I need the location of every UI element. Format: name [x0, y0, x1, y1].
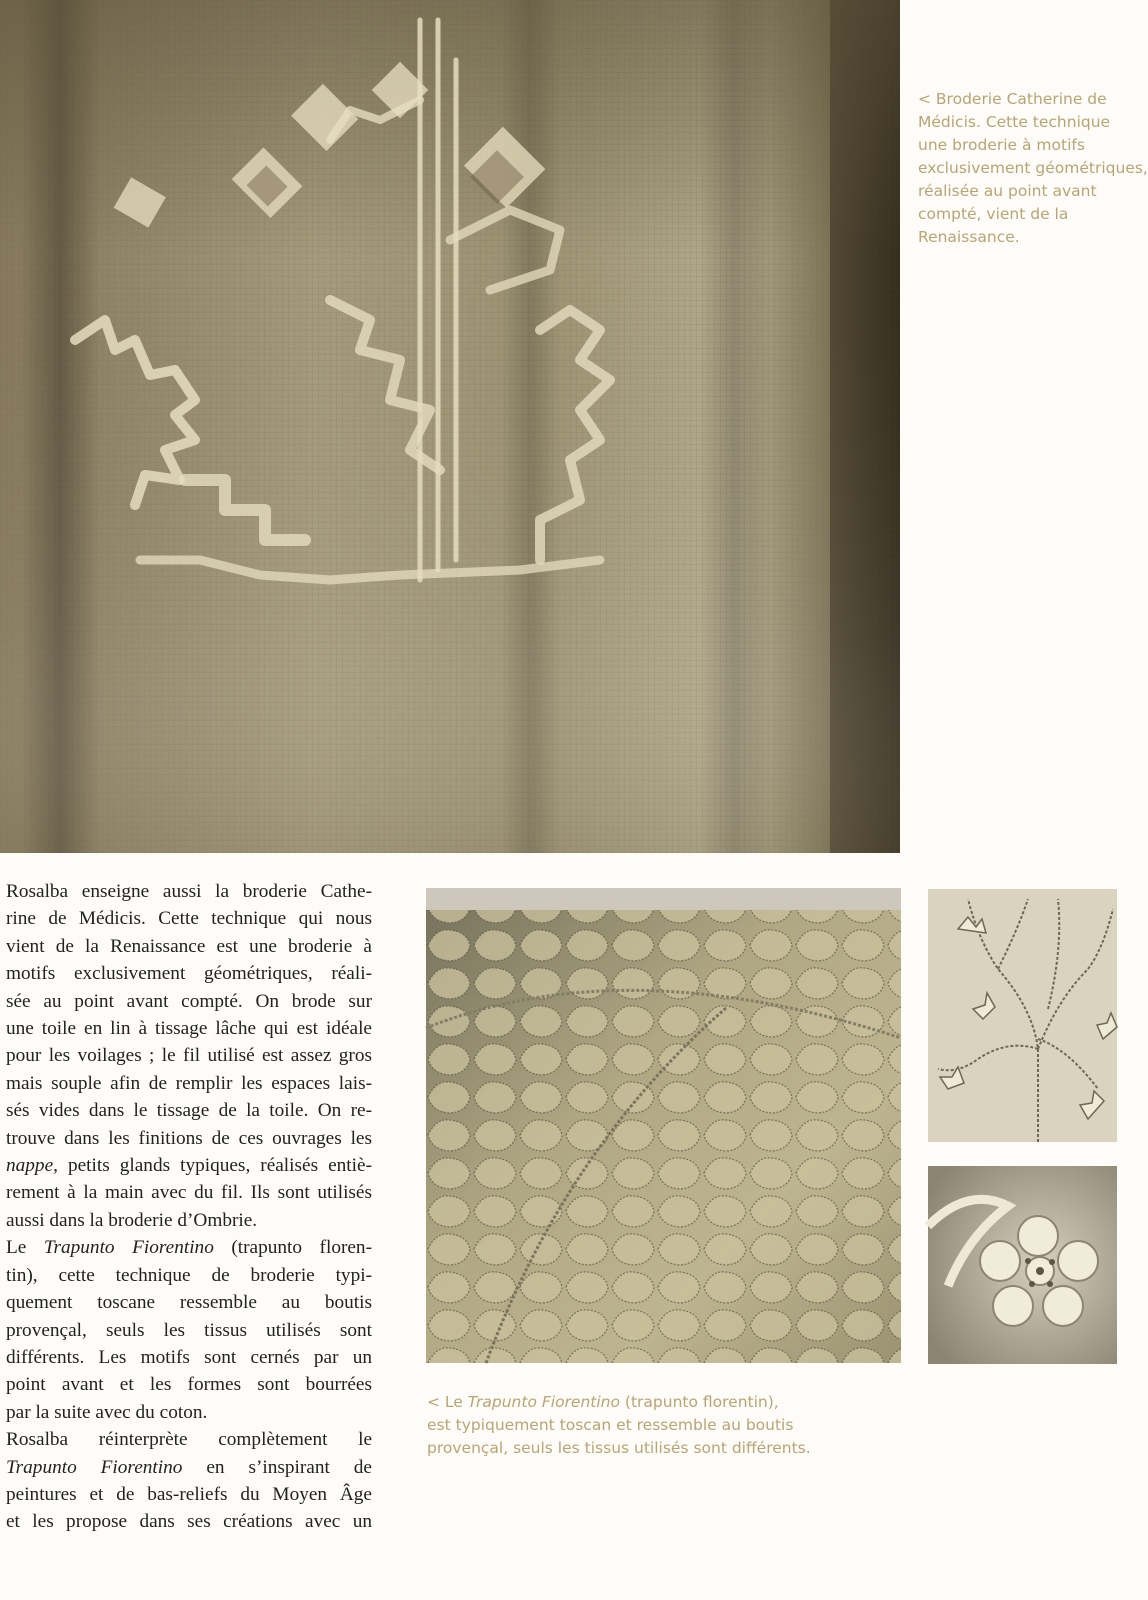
body-text-line: sés vides dans le tissage de la toile. On re-: [6, 1100, 372, 1122]
body-text-line: par la suite avec du coton.: [6, 1401, 208, 1423]
caption-text: (trapunto florentin),: [620, 1393, 779, 1411]
flower-trapunto-photo: [928, 1166, 1117, 1364]
tree-embroidery-photo: [928, 889, 1117, 1142]
body-text-line: trouve dans les finitions de ces ouvrages les: [6, 1127, 372, 1149]
body-italic-term: Trapunto Fiorentino: [6, 1456, 183, 1478]
body-italic-term: nappe: [6, 1155, 54, 1177]
body-text-line: une toile en lin à tissage lâche qui est idéale: [6, 1018, 372, 1040]
caption-line: réalisée au point avant: [918, 182, 1097, 200]
body-text-line: sée au point avant compté. On brode sur: [6, 990, 372, 1012]
body-text-line: point avant et les formes sont bourrées: [6, 1374, 372, 1396]
photo-caption-catherine-de-medicis: [918, 88, 1148, 249]
trapunto-quilt-photo: [426, 888, 901, 1363]
caption-line: compté, vient de la: [918, 205, 1069, 223]
body-text-line: vient de la Renaissance est une broderie à: [6, 935, 372, 957]
embroidery-photo-catherine-de-medicis: [0, 0, 900, 853]
caption-text: < Le: [427, 1393, 468, 1411]
body-text-segment: , petits glands typiques, réalisés entiè-: [53, 1155, 372, 1177]
article-body-text: [6, 878, 372, 1536]
caption-line: Renaissance.: [918, 228, 1020, 246]
caption-line: une broderie à motifs: [918, 136, 1085, 154]
caption-line: [427, 1391, 907, 1414]
body-text-line: provençal, seuls les tissus utilisés sont: [6, 1319, 372, 1341]
body-text-line: [6, 1152, 372, 1179]
body-text-line: rement à la main avec du fil. Ils sont utilisés: [6, 1182, 372, 1204]
body-text-line: différents. Les motifs sont cernés par un: [6, 1346, 372, 1368]
body-text-line: [6, 1234, 372, 1261]
caption-line: provençal, seuls les tissus utilisés sont différents.: [427, 1439, 811, 1457]
body-text-line: motifs exclusivement géométriques, réali-: [6, 963, 372, 985]
body-text-segment: (trapunto floren-: [213, 1237, 372, 1259]
caption-line: exclusivement géométriques,: [918, 159, 1148, 177]
caption-line: < Broderie Catherine de: [918, 90, 1107, 108]
caption-line: est typiquement toscan et ressemble au boutis: [427, 1416, 794, 1434]
body-text-line: mais souple afin de remplir les espaces lais-: [6, 1072, 372, 1094]
caption-italic-term: Trapunto Fiorentino: [467, 1393, 620, 1411]
body-text-line: pour les voilages ; le fil utilisé est assez gros: [6, 1045, 372, 1067]
body-text-line: aussi dans la broderie d’Ombrie.: [6, 1209, 258, 1231]
body-italic-term: Trapunto Fiorentino: [43, 1237, 214, 1259]
body-text-line: quement toscane ressemble au boutis: [6, 1292, 372, 1314]
body-text-line: tin), cette technique de broderie typi-: [6, 1264, 372, 1286]
body-text-line: peintures et de bas-reliefs du Moyen Âge: [6, 1483, 372, 1505]
photo-caption-trapunto: [427, 1391, 907, 1460]
body-text-line: Rosalba enseigne aussi la broderie Cathe-: [6, 881, 372, 902]
body-text-line: Rosalba réinterprète complètement le: [6, 1429, 372, 1451]
body-text-segment: Le: [6, 1237, 44, 1259]
body-text-line: rine de Médicis. Cette technique qui nous: [6, 908, 372, 930]
body-text-line: [6, 1454, 372, 1481]
caption-line: Médicis. Cette technique: [918, 113, 1111, 131]
body-text-segment: en s’inspirant de: [182, 1456, 372, 1478]
body-text-line: et les propose dans ses créations avec un: [6, 1511, 372, 1533]
